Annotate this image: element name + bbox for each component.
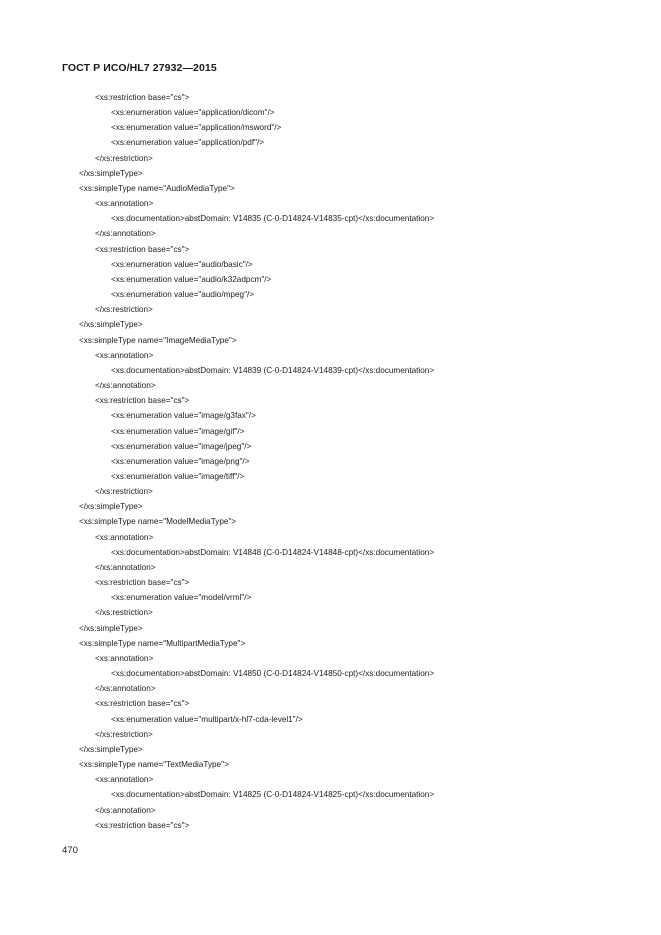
code-line: <xs:enumeration value="audio/mpeg"/> — [111, 290, 255, 300]
code-line: </xs:simpleType> — [79, 320, 143, 330]
code-line: </xs:annotation> — [95, 805, 156, 815]
document-header: ГОСТ Р ИСО/HL7 27932—2015 — [62, 62, 217, 74]
code-line: </xs:simpleType> — [79, 623, 143, 633]
code-line: <xs:simpleType name="TextMediaType"> — [79, 760, 229, 770]
page-number: 470 — [62, 845, 78, 856]
code-line: <xs:enumeration value="application/pdf"/> — [111, 138, 265, 148]
code-line: </xs:restriction> — [95, 305, 153, 315]
code-line: <xs:annotation> — [95, 199, 154, 209]
code-line: <xs:documentation>abstDomain: V14835 (C-0-D14824-V14835-cpt)</xs:documentation> — [111, 214, 435, 224]
code-line: <xs:annotation> — [95, 775, 154, 785]
code-line: </xs:annotation> — [95, 229, 156, 239]
code-line: <xs:simpleType name="ImageMediaType"> — [79, 335, 237, 345]
code-line: <xs:documentation>abstDomain: V14848 (C-0-D14824-V14848-cpt)</xs:documentation> — [111, 547, 435, 557]
code-line: </xs:annotation> — [95, 684, 156, 694]
code-line: <xs:annotation> — [95, 653, 154, 663]
code-line: <xs:restriction base="cs"> — [95, 699, 190, 709]
code-line: <xs:simpleType name="AudioMediaType"> — [79, 183, 235, 193]
code-line: </xs:restriction> — [95, 729, 153, 739]
code-line: </xs:restriction> — [95, 608, 153, 618]
code-line: <xs:enumeration value="image/tiff"/> — [111, 472, 245, 481]
code-line: <xs:simpleType name="MultipartMediaType"> — [79, 638, 246, 648]
code-line: <xs:enumeration value="image/g3fax"/> — [111, 411, 256, 421]
code-line: <xs:restriction base="cs"> — [95, 820, 190, 830]
code-line: <xs:enumeration value="image/gif"/> — [111, 426, 245, 436]
code-line: <xs:restriction base="cs"> — [95, 93, 190, 102]
code-line: <xs:annotation> — [95, 350, 154, 360]
code-line: <xs:simpleType name="ModelMediaType"> — [79, 517, 237, 527]
code-line: <xs:documentation>abstDomain: V14825 (C-0-D14824-V14825-cpt)</xs:documentation> — [111, 790, 435, 800]
code-line: </xs:simpleType> — [79, 168, 143, 178]
code-line: <xs:restriction base="cs"> — [95, 578, 190, 588]
code-line: </xs:restriction> — [95, 153, 153, 163]
code-line: <xs:enumeration value="multipart/x-hl7-cda-level1"/> — [111, 714, 303, 724]
code-line: <xs:annotation> — [95, 532, 154, 542]
code-line: <xs:enumeration value="audio/basic"/> — [111, 259, 253, 269]
code-line: <xs:enumeration value="application/msword"/> — [111, 123, 282, 133]
code-line: <xs:enumeration value="image/jpeg"/> — [111, 441, 252, 451]
code-line: </xs:simpleType> — [79, 502, 143, 512]
code-line: </xs:annotation> — [95, 562, 156, 572]
code-line: <xs:restriction base="cs"> — [95, 244, 190, 254]
code-line: <xs:enumeration value="image/png"/> — [111, 456, 250, 466]
code-line: </xs:restriction> — [95, 487, 153, 497]
code-line: <xs:documentation>abstDomain: V14850 (C-0-D14824-V14850-cpt)</xs:documentation> — [111, 669, 435, 679]
code-line: </xs:simpleType> — [79, 744, 143, 754]
code-line: <xs:enumeration value="audio/k32adpcm"/> — [111, 274, 272, 284]
code-line: </xs:annotation> — [95, 381, 156, 391]
code-line: <xs:enumeration value="application/dicom"/> — [111, 108, 275, 118]
code-line: <xs:documentation>abstDomain: V14839 (C-0-D14824-V14839-cpt)</xs:documentation> — [111, 365, 435, 375]
code-line: <xs:enumeration value="model/vrml"/> — [111, 593, 252, 603]
code-line: <xs:restriction base="cs"> — [95, 396, 190, 406]
